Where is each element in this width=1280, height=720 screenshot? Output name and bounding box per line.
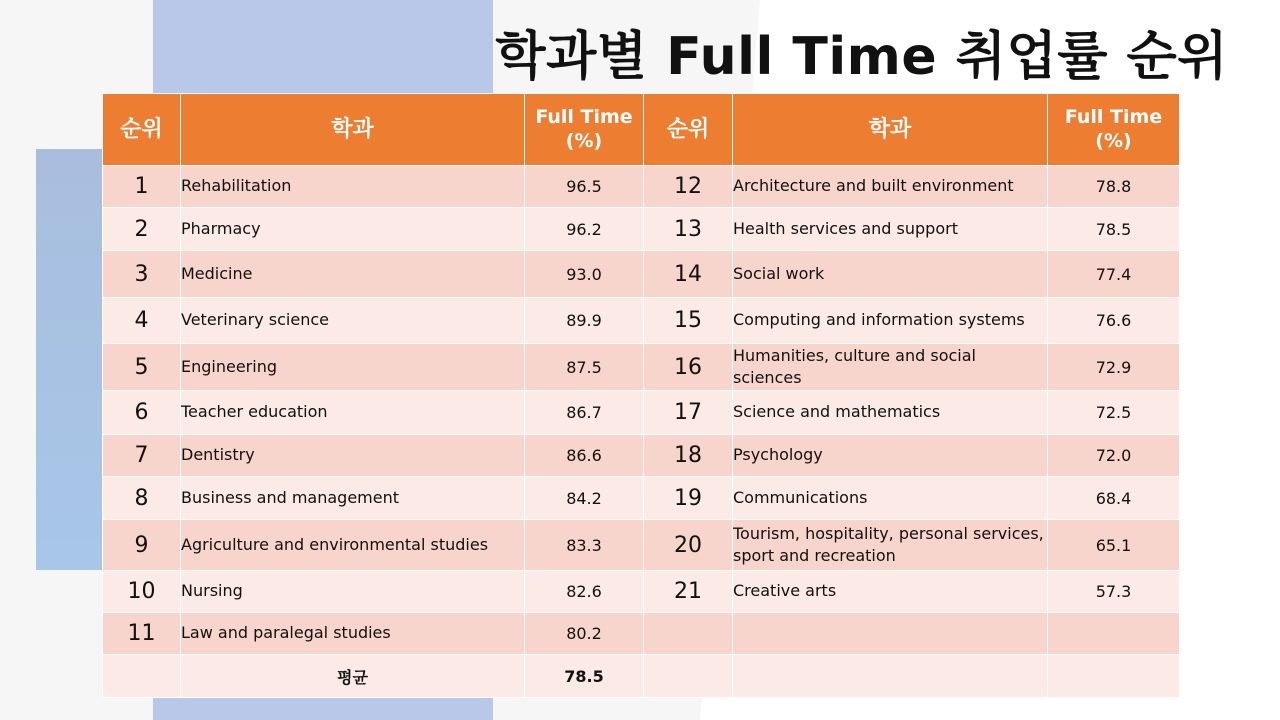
value-cell: 76.6 xyxy=(1048,298,1180,344)
value-cell: 57.3 xyxy=(1048,571,1180,613)
value-cell: 84.2 xyxy=(525,477,644,520)
rank-cell: 21 xyxy=(644,571,733,613)
dept-cell: Science and mathematics xyxy=(733,391,1048,435)
value-cell: 68.4 xyxy=(1048,477,1180,520)
rank-cell: 9 xyxy=(103,520,181,571)
rank-cell: 14 xyxy=(644,251,733,298)
rank-cell: 16 xyxy=(644,344,733,391)
average-row xyxy=(103,655,1180,698)
dept-cell: Engineering xyxy=(181,344,525,391)
rank-cell: 10 xyxy=(103,571,181,613)
header-percent-unit: (%) xyxy=(565,129,603,152)
ranking-table xyxy=(102,93,1180,698)
dept-cell: Communications xyxy=(733,477,1048,520)
value-cell: 89.9 xyxy=(525,298,644,344)
rank-cell: 6 xyxy=(103,391,181,435)
decorative-block-bottom xyxy=(153,696,493,720)
value-cell: 96.5 xyxy=(525,166,644,208)
rank-cell xyxy=(103,655,181,698)
table-row xyxy=(103,571,1180,613)
value-cell: 83.3 xyxy=(525,520,644,571)
value-cell: 80.2 xyxy=(525,613,644,655)
dept-cell: Business and management xyxy=(181,477,525,520)
dept-cell: Social work xyxy=(733,251,1048,298)
header-fulltime-label: Full Time xyxy=(535,105,633,128)
header-rank-right: 순위 xyxy=(644,94,733,166)
value-cell: 78.8 xyxy=(1048,166,1180,208)
table-row xyxy=(103,613,1180,655)
rank-cell: 2 xyxy=(103,208,181,251)
value-cell: 65.1 xyxy=(1048,520,1180,571)
dept-cell: Psychology xyxy=(733,435,1048,477)
value-cell xyxy=(1048,655,1180,698)
average-value: 78.5 xyxy=(525,655,644,698)
dept-cell: Architecture and built environment xyxy=(733,166,1048,208)
rank-cell: 20 xyxy=(644,520,733,571)
rank-cell: 11 xyxy=(103,613,181,655)
rank-cell: 8 xyxy=(103,477,181,520)
table-row xyxy=(103,298,1180,344)
dept-cell: Agriculture and environmental studies xyxy=(181,520,525,571)
rank-cell xyxy=(644,613,733,655)
table-row xyxy=(103,435,1180,477)
dept-cell: Pharmacy xyxy=(181,208,525,251)
value-cell: 72.9 xyxy=(1048,344,1180,391)
rank-cell xyxy=(644,655,733,698)
header-rank-left: 순위 xyxy=(103,94,181,166)
value-cell: 86.6 xyxy=(525,435,644,477)
value-cell: 72.0 xyxy=(1048,435,1180,477)
dept-cell: Veterinary science xyxy=(181,298,525,344)
decorative-block-top xyxy=(153,0,493,94)
rank-cell: 7 xyxy=(103,435,181,477)
table-row xyxy=(103,166,1180,208)
dept-cell: Tourism, hospitality, personal services, sport and recreation xyxy=(733,520,1048,571)
header-dept-left: 학과 xyxy=(181,94,525,166)
rank-cell: 18 xyxy=(644,435,733,477)
dept-cell xyxy=(733,655,1048,698)
header-fulltime-left xyxy=(525,94,644,166)
table-row xyxy=(103,520,1180,571)
table-row xyxy=(103,251,1180,298)
rank-cell: 17 xyxy=(644,391,733,435)
value-cell xyxy=(1048,613,1180,655)
header-dept-right: 학과 xyxy=(733,94,1048,166)
value-cell: 86.7 xyxy=(525,391,644,435)
dept-cell: Rehabilitation xyxy=(181,166,525,208)
table-row xyxy=(103,477,1180,520)
table-header-row xyxy=(103,94,1180,166)
rank-cell: 5 xyxy=(103,344,181,391)
dept-cell: Health services and support xyxy=(733,208,1048,251)
header-percent-unit: (%) xyxy=(1095,129,1132,152)
rank-cell: 4 xyxy=(103,298,181,344)
slide-title: 학과별 Full Time 취업률 순위 xyxy=(495,27,1228,87)
value-cell: 82.6 xyxy=(525,571,644,613)
value-cell: 96.2 xyxy=(525,208,644,251)
dept-cell: Humanities, culture and social sciences xyxy=(733,344,1048,391)
dept-cell xyxy=(733,613,1048,655)
rank-cell: 15 xyxy=(644,298,733,344)
value-cell: 77.4 xyxy=(1048,251,1180,298)
rank-cell: 3 xyxy=(103,251,181,298)
dept-cell: Teacher education xyxy=(181,391,525,435)
value-cell: 87.5 xyxy=(525,344,644,391)
value-cell: 93.0 xyxy=(525,251,644,298)
dept-cell: Medicine xyxy=(181,251,525,298)
header-fulltime-label: Full Time xyxy=(1064,105,1163,128)
value-cell: 72.5 xyxy=(1048,391,1180,435)
rank-cell: 1 xyxy=(103,166,181,208)
dept-cell: Computing and information systems xyxy=(733,298,1048,344)
dept-cell: Dentistry xyxy=(181,435,525,477)
value-cell: 78.5 xyxy=(1048,208,1180,251)
table-row xyxy=(103,208,1180,251)
header-fulltime-right xyxy=(1048,94,1180,166)
dept-cell: Nursing xyxy=(181,571,525,613)
dept-cell: Creative arts xyxy=(733,571,1048,613)
table-row xyxy=(103,344,1180,391)
decorative-block-left xyxy=(36,149,103,570)
table-row xyxy=(103,391,1180,435)
dept-cell: Law and paralegal studies xyxy=(181,613,525,655)
rank-cell: 19 xyxy=(644,477,733,520)
average-label: 평균 xyxy=(181,655,525,698)
rank-cell: 12 xyxy=(644,166,733,208)
rank-cell: 13 xyxy=(644,208,733,251)
